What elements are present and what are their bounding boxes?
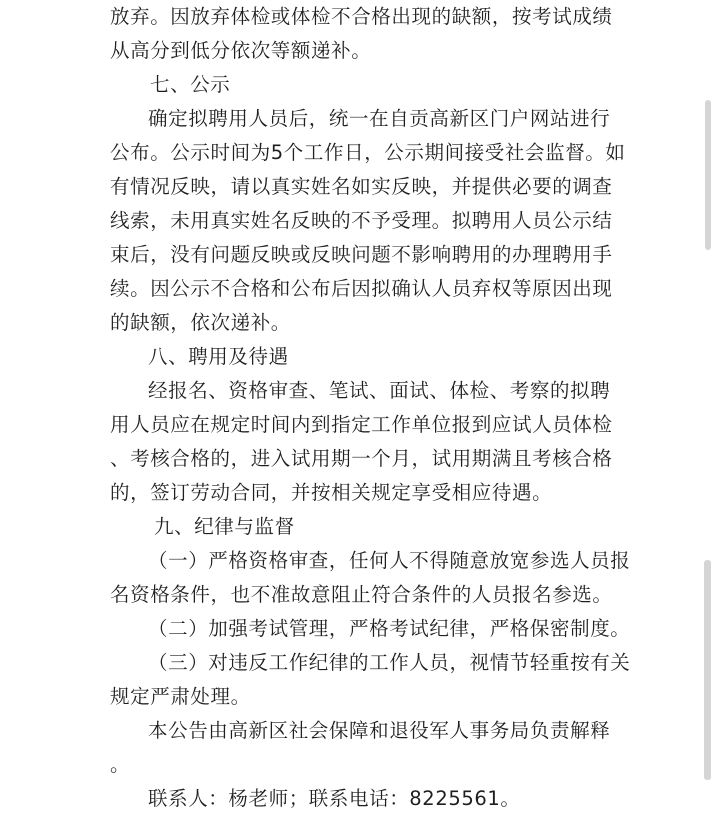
paragraph-line: 规定严肃处理。 (110, 685, 251, 708)
paragraph-line: 公布。公示时间为5个工作日，公示期间接受社会监督。如 (110, 141, 626, 164)
paragraph-line: 确定拟聘用人员后，统一在自贡高新区门户网站进行 (148, 107, 611, 130)
paragraph-line: 名资格条件，也不准故意阻止符合条件的人员报名参选。 (110, 583, 613, 606)
paragraph-line: （二）加强考试管理，严格考试纪律，严格保密制度。 (148, 617, 631, 640)
paragraph-line: 续。因公示不合格和公布后因拟确认人员弃权等原因出现 (110, 277, 613, 300)
paragraph-line: 有情况反映，请以真实姓名如实反映，并提供必要的调查 (110, 175, 613, 198)
paragraph-line: 的缺额，依次递补。 (110, 311, 291, 334)
paragraph-line: 从高分到低分依次等额递补。 (110, 39, 372, 62)
section-heading-discipline: 九、纪律与监督 (154, 515, 295, 538)
paragraph-line: 用人员应在规定时间内到指定工作单位报到应试人员体检 (110, 413, 613, 436)
paragraph-line: 束后，没有问题反映或反映问题不影响聘用的办理聘用手 (110, 243, 613, 266)
section-heading-employment: 八、聘用及待遇 (148, 345, 289, 368)
paragraph-line: （三）对违反工作纪律的工作人员，视情节轻重按有关 (148, 651, 631, 674)
paragraph-line: 经报名、资格审查、笔试、面试、体检、考察的拟聘 (148, 379, 611, 402)
section-heading-publicity: 七、公示 (150, 73, 231, 96)
paragraph-line: 的，签订劳动合同，并按相关规定享受相应待遇。 (110, 481, 553, 504)
paragraph-line: （一）严格资格审查，任何人不得随意放宽参选人员报 (148, 549, 631, 572)
paragraph-line: 线索，未用真实姓名反映的不予受理。拟聘用人员公示结 (110, 209, 613, 232)
paragraph-line: 、考核合格的，进入试用期一个月，试用期满且考核合格 (110, 447, 613, 470)
paragraph-line: 放弃。因放弃体检或体检不合格出现的缺额，按考试成绩 (110, 5, 613, 28)
paragraph-line: 。 (110, 753, 131, 776)
scrollbar-thumb[interactable] (705, 100, 711, 250)
contact-line: 联系人：杨老师；联系电话：8225561。 (148, 787, 521, 810)
scrollbar-thumb[interactable] (704, 560, 711, 780)
paragraph-line: 本公告由高新区社会保障和退役军人事务局负责解释 (148, 719, 611, 742)
